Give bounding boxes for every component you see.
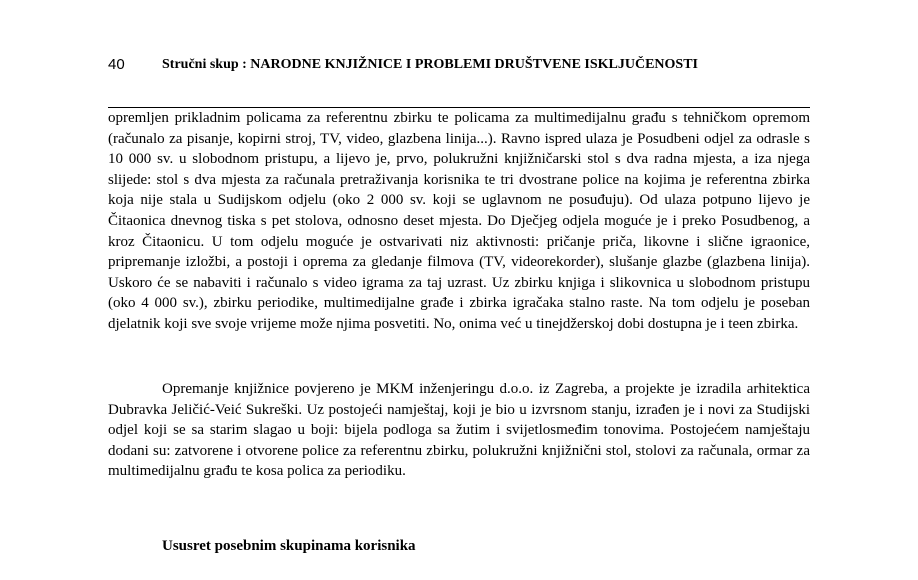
section-heading: Ususret posebnim skupinama korisnika bbox=[162, 538, 416, 554]
body-paragraph: Opremanje knjižnice povjereno je MKM inženjeringu d.o.o. iz Zagreba, a projekte je izradila arhitektica Dubravka Jeličić-Veić Sukreški. Uz postojeći namještaj, koji je bio u izvrsnom stanju, izrađen je i novi za Studijski odjel koji se sa starim slagao u boji: bijela podloga sa žutim i svijetlosmeđim tonovima. Postojećem namještaju dodani su: zatvorene i otvorene police za referentnu zbirku, polukružni knjižnični stol, stolovi za računala, ormar za multimedijalnu građu te kosa polica za periodiku. bbox=[108, 381, 810, 480]
page-number: 40 bbox=[108, 56, 125, 73]
running-title: Stručni skup : NARODNE KNJIŽNICE I PROBLEMI DRUŠTVENE ISKLJUČENOSTI bbox=[162, 57, 698, 72]
body-paragraph: opremljen prikladnim policama za referentnu zbirku te policama za multimedijalnu građu s tehničkom opremom (računalo za pisanje, kopirni stroj, TV, video, glazbena linija...). Ravno ispred ulaza je Posudbeni odjel za odrasle s 10 000 sv. u slobodnom pristupu, a lijevo je, prvo, polukružni knjižničarski stol s dva radna mjesta, a iza njega slijede: stol s dva mjesta za računala pretraživanja korisnika te tri dvostrane police na kojima je referentna zbirka koja nije stala u Sudijskom odjelu (oko 2 000 sv. koji se uglavnom ne posuđuju). Od ulaza potpuno lijevo je Čitaonica dnevnog tiska s pet stolova, odnosno deset mjesta. Do Dječjeg odjela moguće je i preko Posudbenog, a kroz Čitaonicu. U tom odjelu moguće je ostvarivati niz aktivnosti: pričanje priča, likovne i slične igraonice, pripremanje izložbi, a postoji i oprema za gledanje filmova (TV, videorekorder), slušanje glazbe (glazbena linija). Uskoro će se nabaviti i računalo s video igrama za taj uzrast. Uz zbirku knjiga i slikovnica u slobodnom pristupu (oko 4 000 sv.), zbirku periodike, multimedijalne građe i zbirka igračaka stalno raste. Na tom odjelu je poseban djelatnik koji sve svoje vrijeme može njima posvetiti. No, onima već u tinejdžerskoj dobi dostupna je i teen zbirka. bbox=[108, 110, 810, 332]
page-header bbox=[108, 56, 810, 76]
